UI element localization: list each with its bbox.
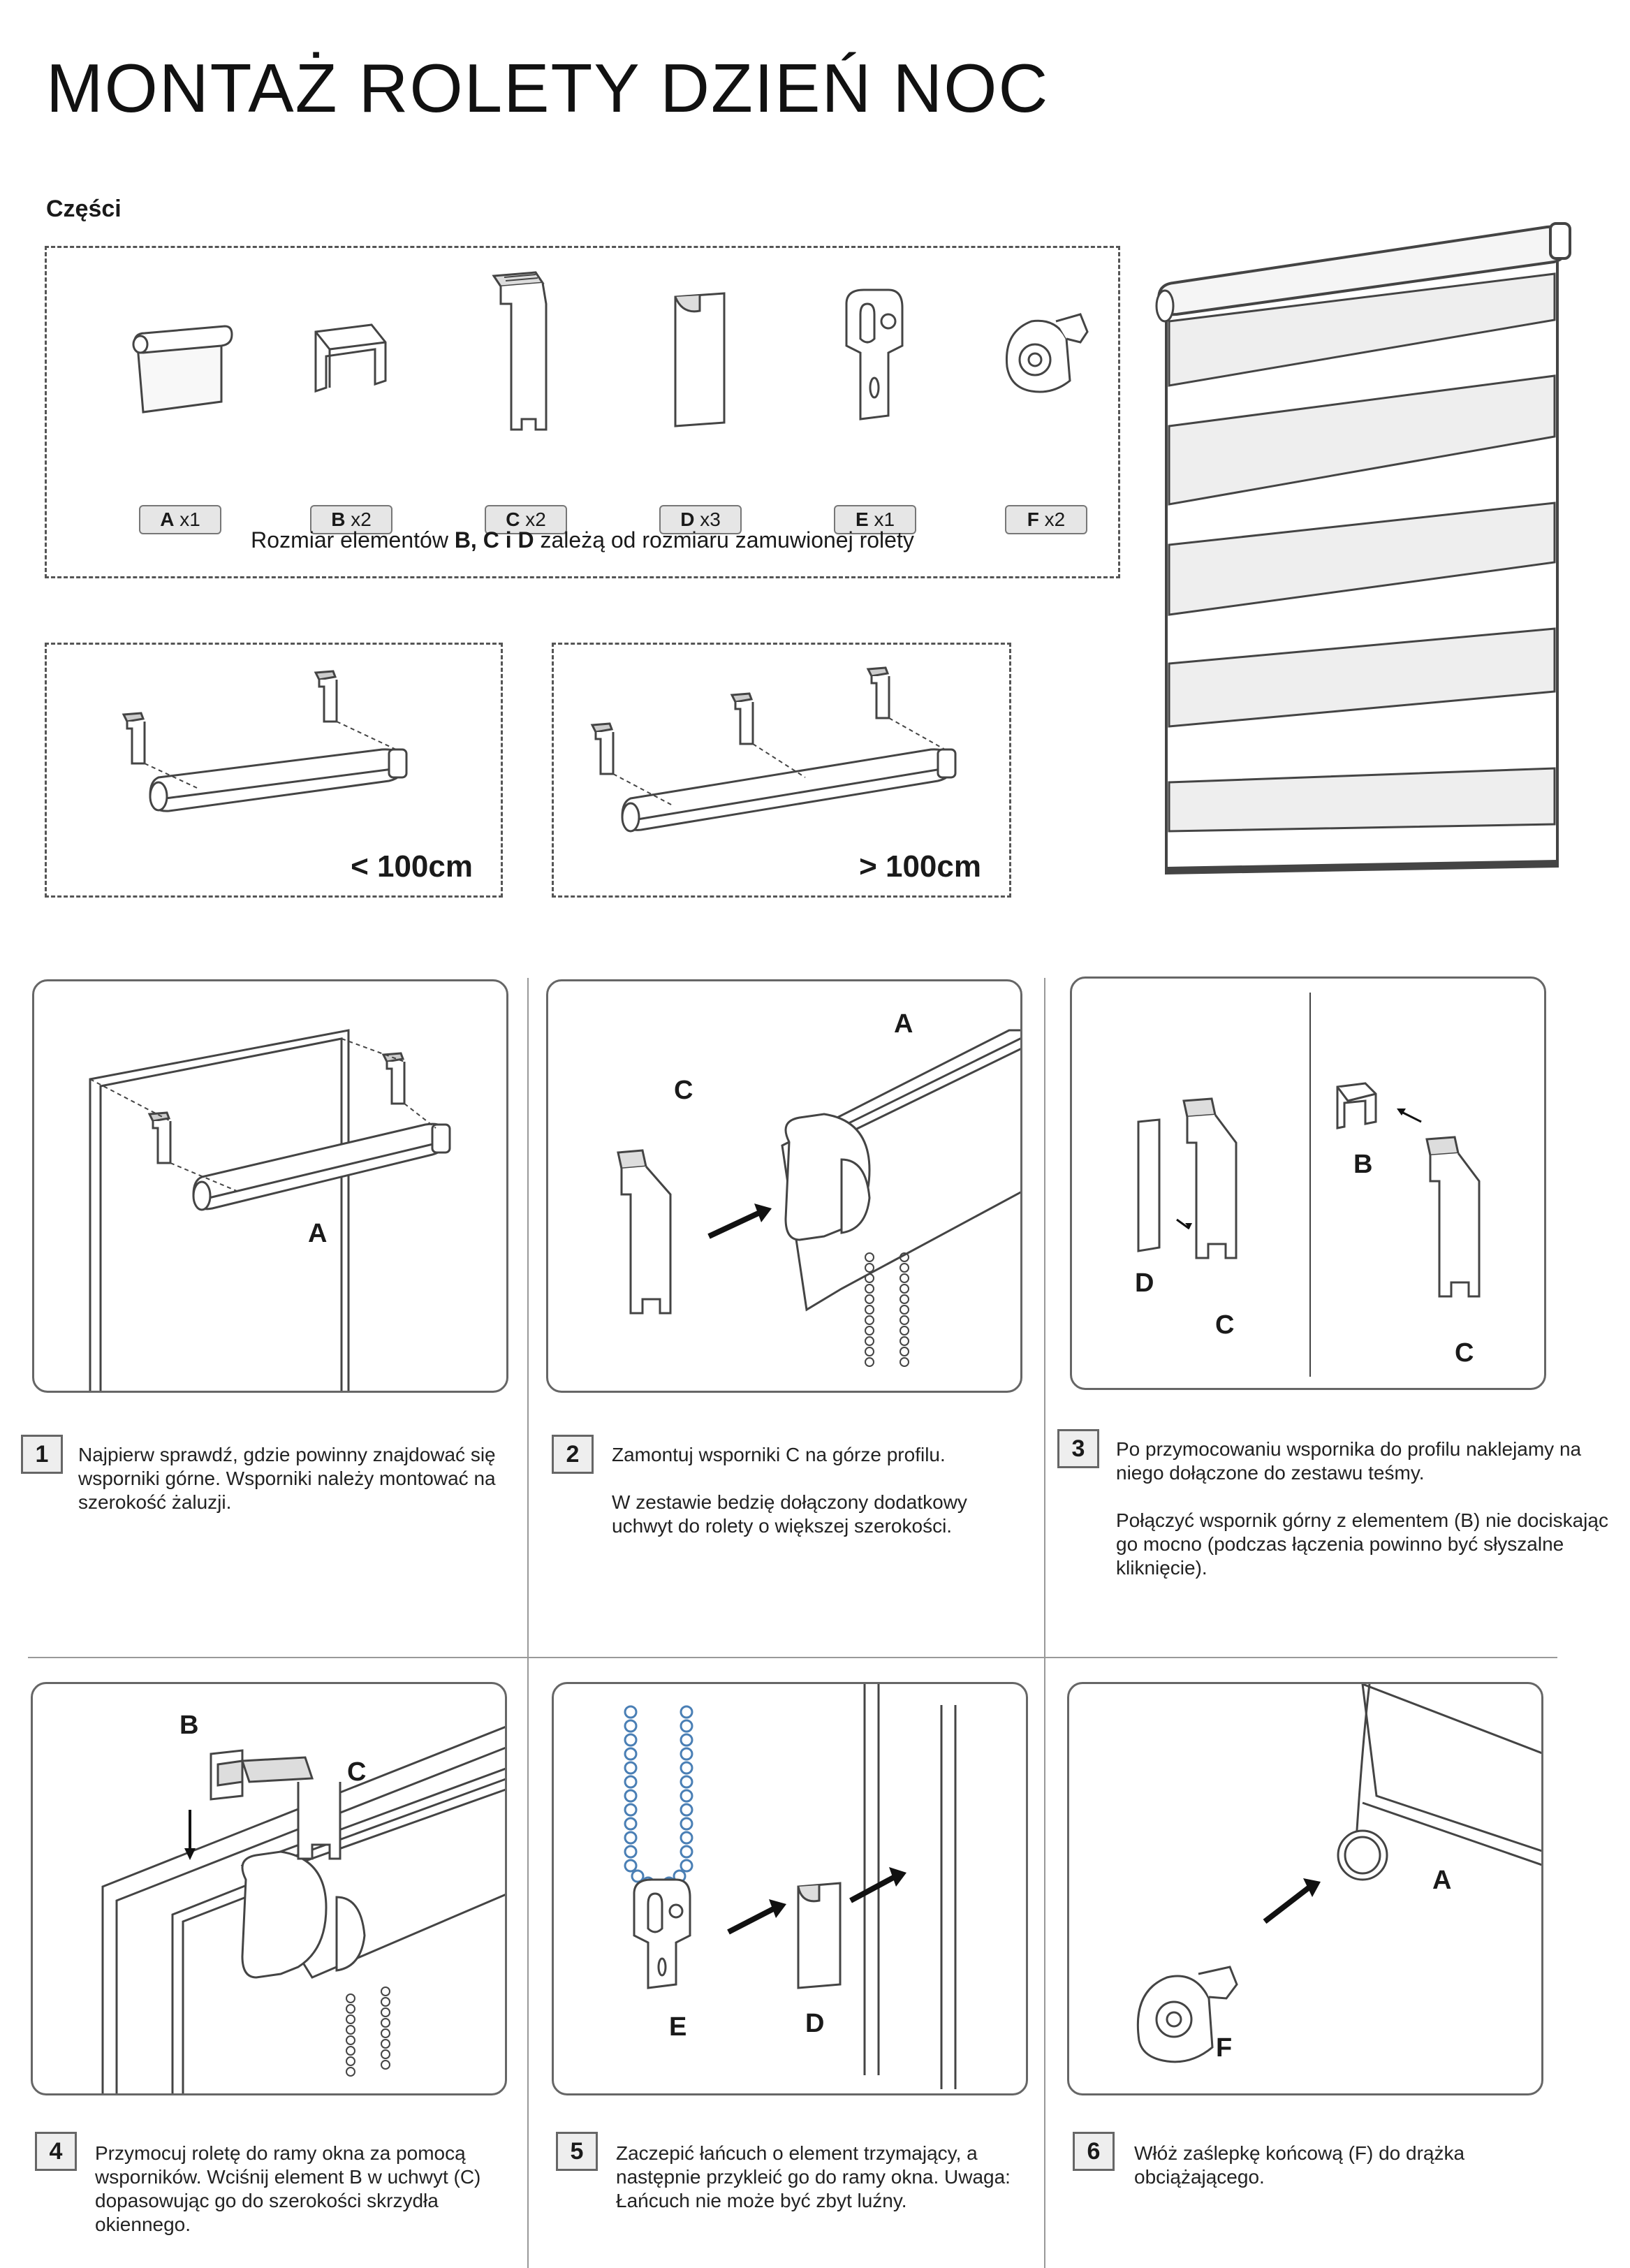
end-cap-icon [990,290,1101,430]
column-divider [527,978,529,2268]
part-b [281,290,420,530]
step-4-illustration [31,1682,507,2095]
step-1-number: 1 [21,1435,63,1474]
row-divider [28,1657,1557,1658]
chain-holder-icon [818,276,930,437]
step-4-number: 4 [35,2132,77,2171]
step-6-number: 6 [1073,2132,1115,2171]
config-large [552,643,1011,898]
step-5-text: Zaczepić łańcuch o element trzymający, a następnie przykleić go do ramy okna. Uwaga: Łańcuch nie może być zbyt luźny. [616,2142,1011,2211]
step-6-illustration [1067,1682,1543,2095]
config-small [45,643,503,898]
step-2-text: Zamontuj wsporniki C na górze profilu. W zestawie bedzię dołączony dodatkowy uchwyt do rolety o większej szerokości. [612,1444,967,1537]
step-2-letter-c: C [674,1076,693,1105]
step-6-text: Włóż zaślepkę końcową (F) do drążka obciążającego. [1134,2142,1465,2188]
config-large-label: > 100cm [859,849,981,884]
step-3-illustration [1070,976,1546,1390]
step-4-letter-b: B [179,1711,199,1740]
step-3-letter-c-right: C [1455,1338,1474,1368]
step-5-letter-d: D [805,2009,825,2038]
part-d-badge: D x3 [659,505,742,534]
column-divider [1044,978,1045,2268]
parts-size-note: Rozmiar elementów B, C i D zależą od rozmiaru zamuwionej rolety [251,527,914,553]
part-d [630,290,770,530]
top-bracket-icon [469,262,581,444]
step-1-text: Najpierw sprawdź, gdzie powinny znajdować się wsporniki górne. Wsporniki należy montować na szerokość żaluzji. [78,1444,496,1513]
step-1-letter: A [308,1219,328,1248]
blind-illustration [1145,210,1578,880]
step-3-letter-c-left: C [1215,1310,1235,1340]
adhesive-tape-icon [644,283,756,444]
step-5-illustration [552,1682,1028,2095]
step-3-letter-d: D [1135,1268,1154,1298]
part-a-badge: A x1 [139,505,221,534]
part-b-badge: B x2 [310,505,392,534]
step-3-letter-b: B [1353,1150,1373,1179]
part-e-badge: E x1 [834,505,916,534]
step-5-number: 5 [556,2132,598,2171]
step-6-letter-a: A [1432,1866,1452,1895]
clip-bracket-icon [295,290,406,430]
parts-heading: Części [46,196,122,222]
step-1-illustration [32,979,508,1393]
step-3-number: 3 [1057,1429,1099,1468]
step-4-letter-c: C [347,1757,367,1787]
part-c [455,290,595,530]
part-a [110,290,249,530]
step-2-illustration [546,979,1022,1393]
step-3-text: Po przymocowaniu wspornika do profilu naklejamy na niego dołączone do zestawu teśmy. Połączyć wspornik górny z elementem (B) nie dociskając go mocno (podczas łączenia powinno być słyszalne kliknięcie). [1116,1438,1608,1579]
part-f [976,290,1115,530]
step-4-text: Przymocuj roletę do ramy okna za pomocą wsporników. Wciśnij element B w uchwyt (C) dopasowując go do szerokości skrzydła okiennego. [95,2142,481,2235]
config-small-label: < 100cm [351,849,473,884]
step-6-letter-f: F [1216,2033,1233,2063]
part-f-badge: F x2 [1005,505,1087,534]
page-title: MONTAŻ ROLETY DZIEŃ NOC [46,50,1050,126]
step-2-number: 2 [552,1435,594,1474]
step-5-letter-e: E [669,2012,687,2042]
parts-box [45,246,1120,578]
step-2-letter-a: A [894,1009,913,1039]
part-c-badge: C x2 [485,505,567,534]
part-e [805,290,944,530]
roller-tube-icon [124,290,235,430]
